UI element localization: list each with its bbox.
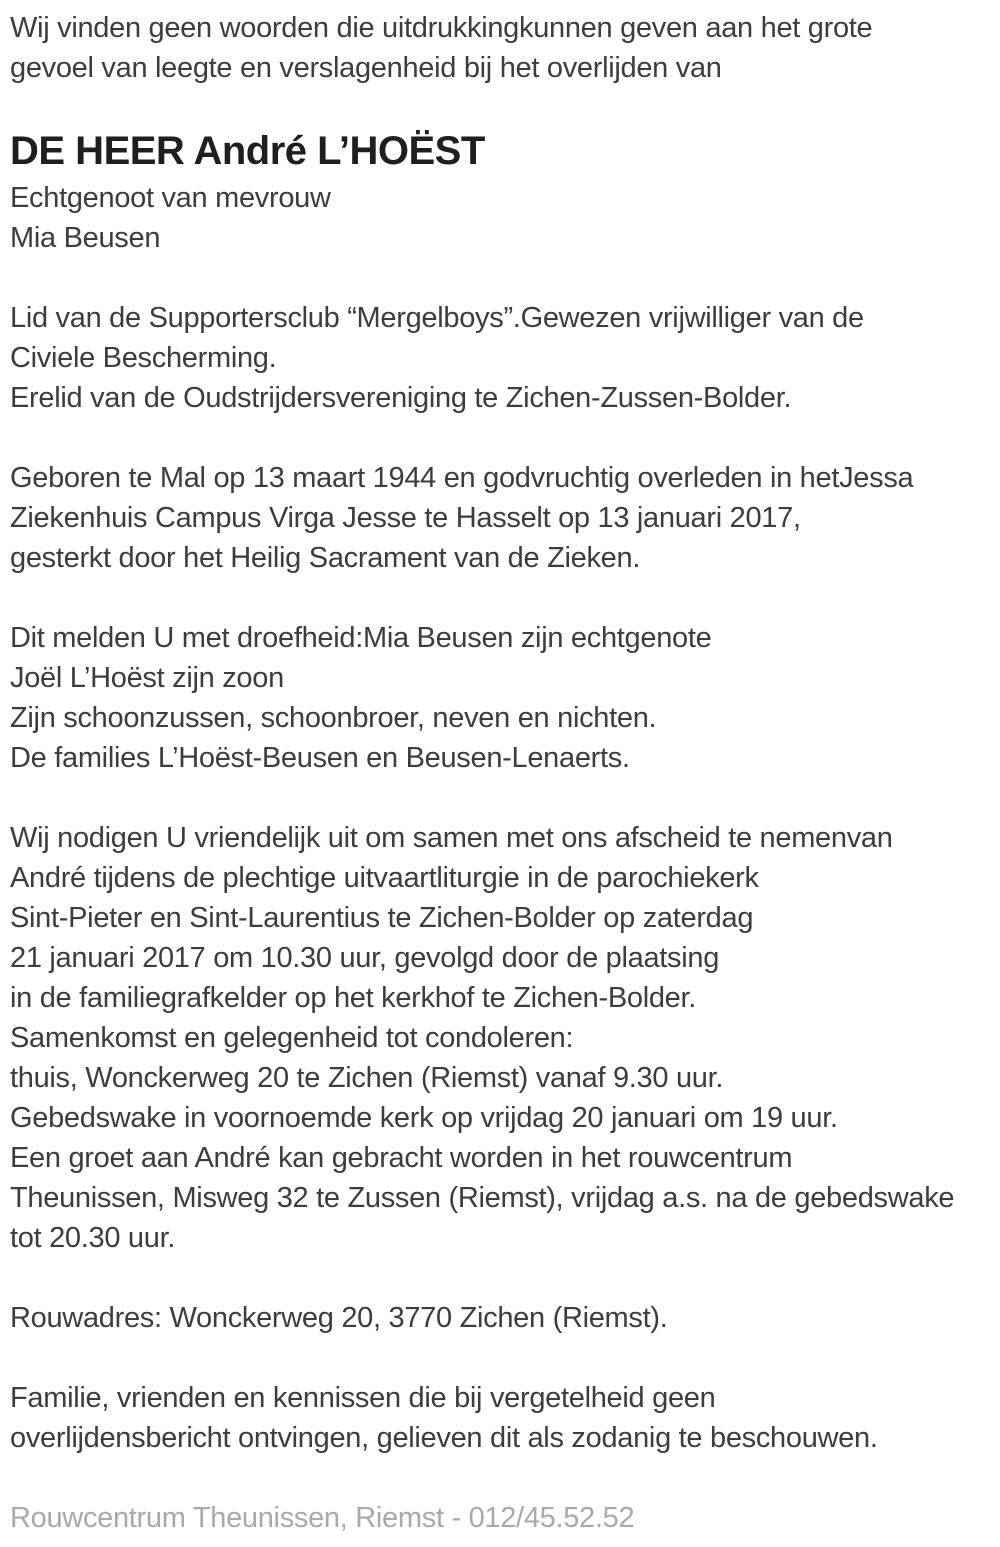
relation-line-2: Mia Beusen [10, 222, 161, 254]
memberships-line-3: Erelid van de Oudstrijdersvereniging te Zichen-Zussen-Bolder. [10, 382, 792, 414]
apology-line-2: overlijdensbericht ontvingen, gelieven dit als zodanig te beschouwen. [10, 1422, 878, 1454]
mourning-address-paragraph [10, 1298, 988, 1338]
funeral-line-8: Gebedswake in voornoemde kerk op vrijdag 20 januari om 19 uur. [10, 1102, 838, 1134]
funeral-line-2: André tijdens de plechtige uitvaartliturgie in de parochiekerk [10, 862, 759, 894]
memberships-line-2: Civiele Bescherming. [10, 342, 277, 374]
life-dates-line-1: Geboren te Mal op 13 maart 1944 en godvruchtig overleden in hetJessa [10, 462, 914, 494]
apology-line-1: Familie, vrienden en kennissen die bij vergetelheid geen [10, 1382, 716, 1414]
relation-line-1: Echtgenoot van mevrouw [10, 182, 331, 214]
announcers-line-3: Zijn schoonzussen, schoonbroer, neven en nichten. [10, 702, 657, 734]
funeral-line-7: thuis, Wonckerweg 20 te Zichen (Riemst) vanaf 9.30 uur. [10, 1062, 724, 1094]
announcers-line-1: Dit melden U met droefheid:Mia Beusen zijn echtgenote [10, 622, 712, 654]
funeral-line-11: tot 20.30 uur. [10, 1222, 176, 1254]
announcers-paragraph [10, 618, 988, 778]
funeral-line-6: Samenkomst en gelegenheid tot condoleren: [10, 1022, 574, 1054]
life-dates-line-2: Ziekenhuis Campus Virga Jesse te Hasselt op 13 januari 2017, [10, 502, 801, 534]
life-dates-paragraph [10, 458, 988, 578]
intro-line-1: Wij vinden geen woorden die uitdrukkingkunnen geven aan het grote [10, 12, 873, 44]
funeral-line-4: 21 januari 2017 om 10.30 uur, gevolgd door de plaatsing [10, 942, 720, 974]
funeral-line-5: in de familiegrafkelder op het kerkhof te Zichen-Bolder. [10, 982, 697, 1014]
announcers-line-2: Joël L’Hoëst zijn zoon [10, 662, 284, 694]
intro-line-2: gevoel van leegte en verslagenheid bij het overlijden van [10, 52, 722, 84]
footer-funeral-home: Rouwcentrum Theunissen, Riemst - 012/45.52.52 [10, 1502, 635, 1534]
funeral-details-paragraph [10, 818, 988, 1258]
life-dates-line-3: gesterkt door het Heilig Sacrament van de Zieken. [10, 542, 641, 574]
mourning-address-line: Rouwadres: Wonckerweg 20, 3770 Zichen (Riemst). [10, 1302, 668, 1334]
funeral-line-1: Wij nodigen U vriendelijk uit om samen met ons afscheid te nemenvan [10, 822, 893, 854]
announcers-line-4: De families L’Hoëst-Beusen en Beusen-Lenaerts. [10, 742, 630, 774]
memberships-paragraph [10, 298, 988, 418]
funeral-line-3: Sint-Pieter en Sint-Laurentius te Zichen-Bolder op zaterdag [10, 902, 754, 934]
relation-paragraph [10, 178, 988, 258]
funeral-line-10: Theunissen, Misweg 32 te Zussen (Riemst), vrijdag a.s. na de gebedswake [10, 1182, 955, 1214]
intro-paragraph [10, 8, 988, 88]
deceased-name: DE HEER André L’HOËST [10, 129, 485, 173]
memberships-line-1: Lid van de Supportersclub “Mergelboys”.Gewezen vrijwilliger van de [10, 302, 864, 334]
funeral-line-9: Een groet aan André kan gebracht worden in het rouwcentrum [10, 1142, 793, 1174]
apology-paragraph [10, 1378, 988, 1458]
